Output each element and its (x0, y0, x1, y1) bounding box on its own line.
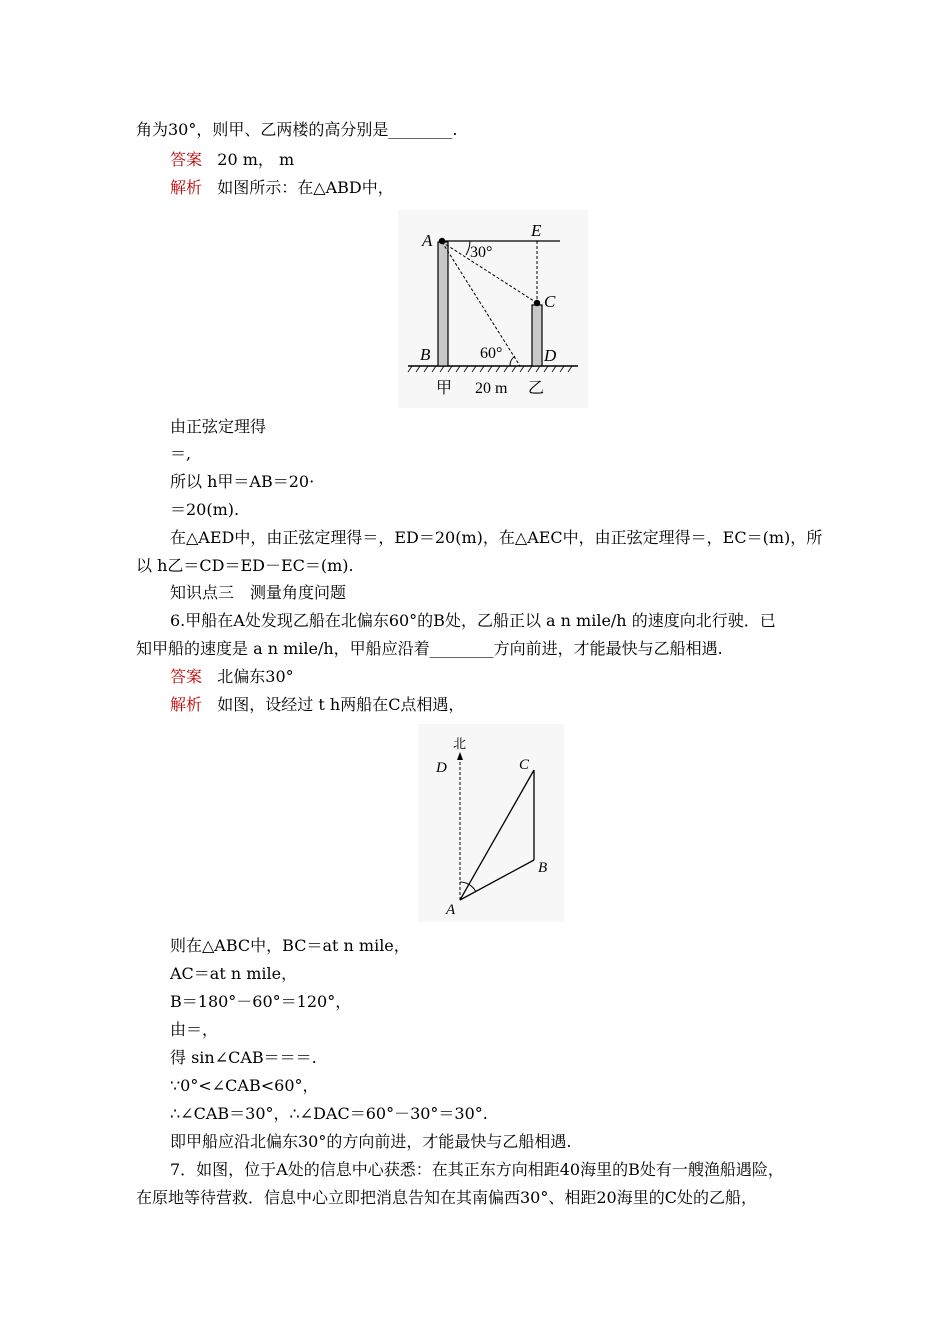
q5-line-6: 以 h乙＝CD＝ED－EC＝(m). (136, 556, 354, 575)
building-jia (438, 242, 448, 366)
label-yi: 乙 (528, 380, 545, 397)
section-title: 知识点三 测量角度问题 (170, 583, 347, 602)
q6-line-7: ∴∠CAB＝30°，∴∠DAC＝60°－30°＝30°. (170, 1104, 488, 1123)
label-jia: 甲 (436, 380, 453, 397)
label-c: C (544, 292, 556, 311)
q5-analysis-row (170, 177, 394, 199)
ships-figure (418, 724, 564, 922)
q5-answer-row (170, 149, 294, 171)
q5-line-4: ＝20(m). (170, 500, 240, 519)
label-c: C (519, 757, 530, 773)
answer-label: 答案 (170, 667, 203, 686)
q6-stem-2: 知甲船的速度是 a n mile/h，甲船应沿着________方向前进，才能最快与乙船相遇. (136, 639, 723, 658)
angle-60: 60° (480, 345, 503, 362)
angle-30: 30° (470, 244, 493, 261)
label-distance: 20 m (475, 380, 508, 397)
label-north: 北 (453, 736, 467, 751)
q6-line-8: 即甲船应沿北偏东30°的方向前进，才能最快与乙船相遇. (170, 1132, 572, 1151)
label-b: B (420, 345, 431, 364)
analysis-text: 如图，设经过 t h两船在C点相遇， (217, 695, 465, 714)
analysis-label: 解析 (170, 178, 203, 197)
q6-line-2: AC＝at n mile， (170, 964, 298, 983)
q6-line-1: 则在△ABC中，BC＝at n mile， (170, 936, 410, 955)
q7-line-2: 在原地等待营救．信息中心立即把消息告知在其南偏西30°、相距20海里的C处的乙船， (136, 1188, 757, 1207)
label-d: D (436, 760, 447, 776)
q6-answer-row (170, 666, 294, 688)
q5-line-5: 在△AED中，由正弦定理得＝，ED＝20(m)，在△AEC中，由正弦定理得＝，EC＝(m)，所 (170, 528, 823, 547)
label-a: A (446, 902, 456, 918)
analysis-label: 解析 (170, 695, 203, 714)
q5-line-1: 由正弦定理得 (170, 417, 267, 436)
label-d: D (544, 346, 557, 365)
q6-line-4: 由＝， (170, 1020, 219, 1039)
answer-label: 答案 (170, 150, 203, 169)
q5-line-2: ＝, (170, 444, 192, 463)
q6-analysis-row (170, 694, 464, 716)
label-a: A (422, 231, 433, 250)
q6-stem-1: 6.甲船在A处发现乙船在北偏东60°的B处，乙船正以 a n mile/h 的速度向北行驶．已 (170, 611, 776, 630)
label-e: E (531, 221, 542, 240)
q6-line-6: ∵0°<∠CAB<60°， (170, 1076, 319, 1095)
q6-line-3: B＝180°－60°＝120°， (170, 992, 352, 1011)
q5-stem: 角为30°，则甲、乙两楼的高分别是________. (136, 120, 458, 139)
q5-line-3: 所以 h甲＝AB＝20· (170, 472, 315, 491)
q7-line-1: 7．如图，位于A处的信息中心获悉：在其正东方向相距40海里的B处有一艘渔船遇险， (170, 1160, 784, 1179)
q6-line-5: 得 sin∠CAB＝＝＝. (170, 1048, 317, 1067)
building-yi (532, 305, 542, 366)
answer-text: 20 m， m (217, 150, 295, 169)
buildings-figure (398, 210, 588, 408)
answer-text: 北偏东30° (217, 667, 294, 686)
label-b: B (538, 860, 548, 876)
analysis-text: 如图所示：在△ABD中， (217, 178, 394, 197)
